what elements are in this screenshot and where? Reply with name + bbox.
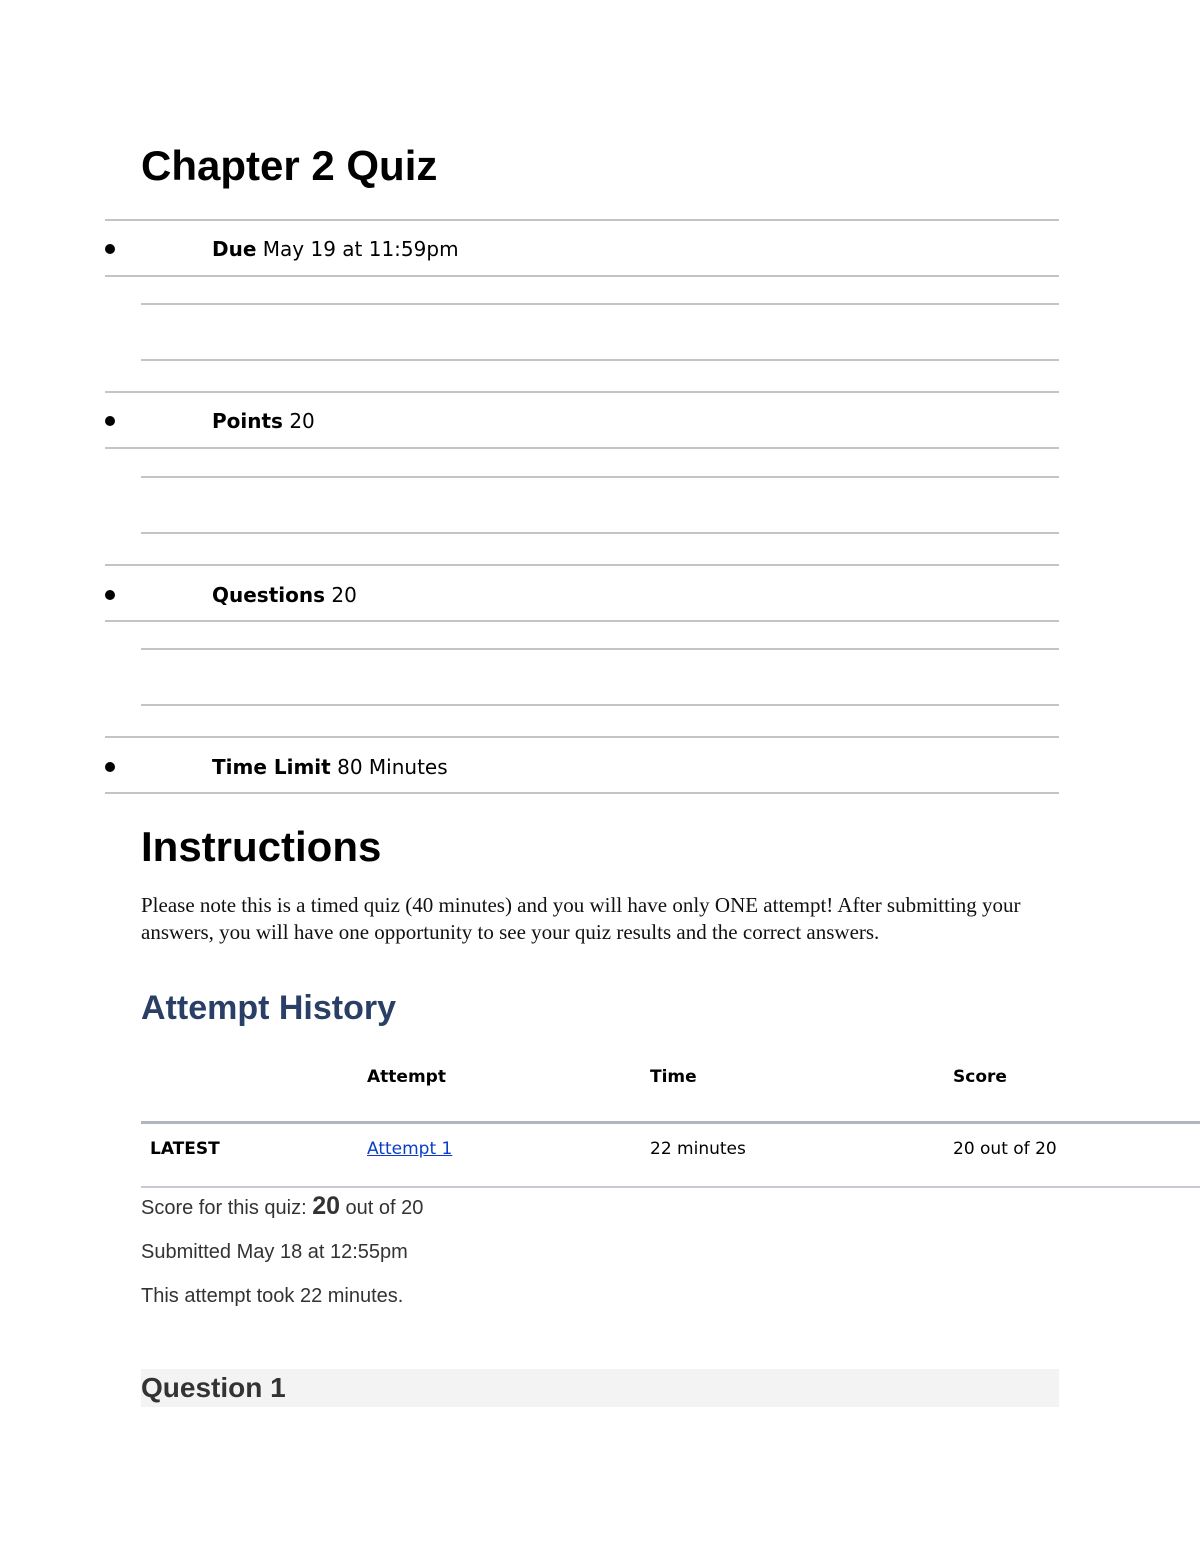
score-cell: 20 out of 20 [953,1139,1057,1159]
latest-badge: LATEST [150,1139,220,1159]
time-limit-label: Time Limit [212,755,331,779]
divider [105,391,1059,393]
score-suffix: out of 20 [340,1197,424,1219]
bullet-icon [105,244,115,254]
bullet-icon [105,416,115,426]
time-cell: 22 minutes [650,1139,746,1159]
divider [105,620,1059,622]
bullet-icon [105,590,115,600]
attempt-cell [367,1138,452,1160]
instructions-text: Please note this is a timed quiz (40 minutes) and you will have only ONE attempt! After submitting your answers, you will have one opportunity to see your quiz results and the correct answers. [141,893,1021,944]
attempt-history-heading: Attempt History [141,989,397,1027]
divider [105,564,1059,566]
questions-label: Questions [212,583,326,607]
table-divider [141,1121,1200,1124]
column-header-time: Time [650,1067,697,1087]
points-value: 20 [289,409,315,433]
divider [141,303,1059,305]
attempt-1-link[interactable]: Attempt 1 [367,1139,453,1159]
bullet-icon [105,762,115,772]
divider [141,532,1059,534]
divider [141,704,1059,706]
divider [105,792,1059,794]
due-date-item [212,236,459,262]
quiz-score [141,1193,423,1221]
divider [141,476,1059,478]
instructions-heading: Instructions [141,823,382,870]
table-divider [141,1186,1200,1188]
divider [105,736,1059,738]
column-header-score: Score [953,1067,1007,1087]
question-header [141,1369,1059,1407]
questions-item [212,582,357,608]
submitted-date: Submitted May 18 at 12:55pm [141,1241,408,1263]
questions-value: 20 [331,583,357,607]
points-label: Points [212,409,283,433]
points-item [212,408,315,434]
column-header-attempt: Attempt [367,1067,446,1087]
divider [141,359,1059,361]
due-label: Due [212,237,257,261]
time-limit-item [212,754,448,780]
question-title: Question 1 [141,1372,286,1403]
page-title: Chapter 2 Quiz [141,142,438,189]
divider [105,447,1059,449]
divider [105,275,1059,277]
divider [141,648,1059,650]
score-value: 20 [312,1192,340,1220]
attempt-duration: This attempt took 22 minutes. [141,1285,404,1307]
time-limit-value: 80 Minutes [337,755,448,779]
divider [105,219,1059,221]
score-prefix: Score for this quiz: [141,1197,313,1219]
due-value: May 19 at 11:59pm [262,237,459,261]
